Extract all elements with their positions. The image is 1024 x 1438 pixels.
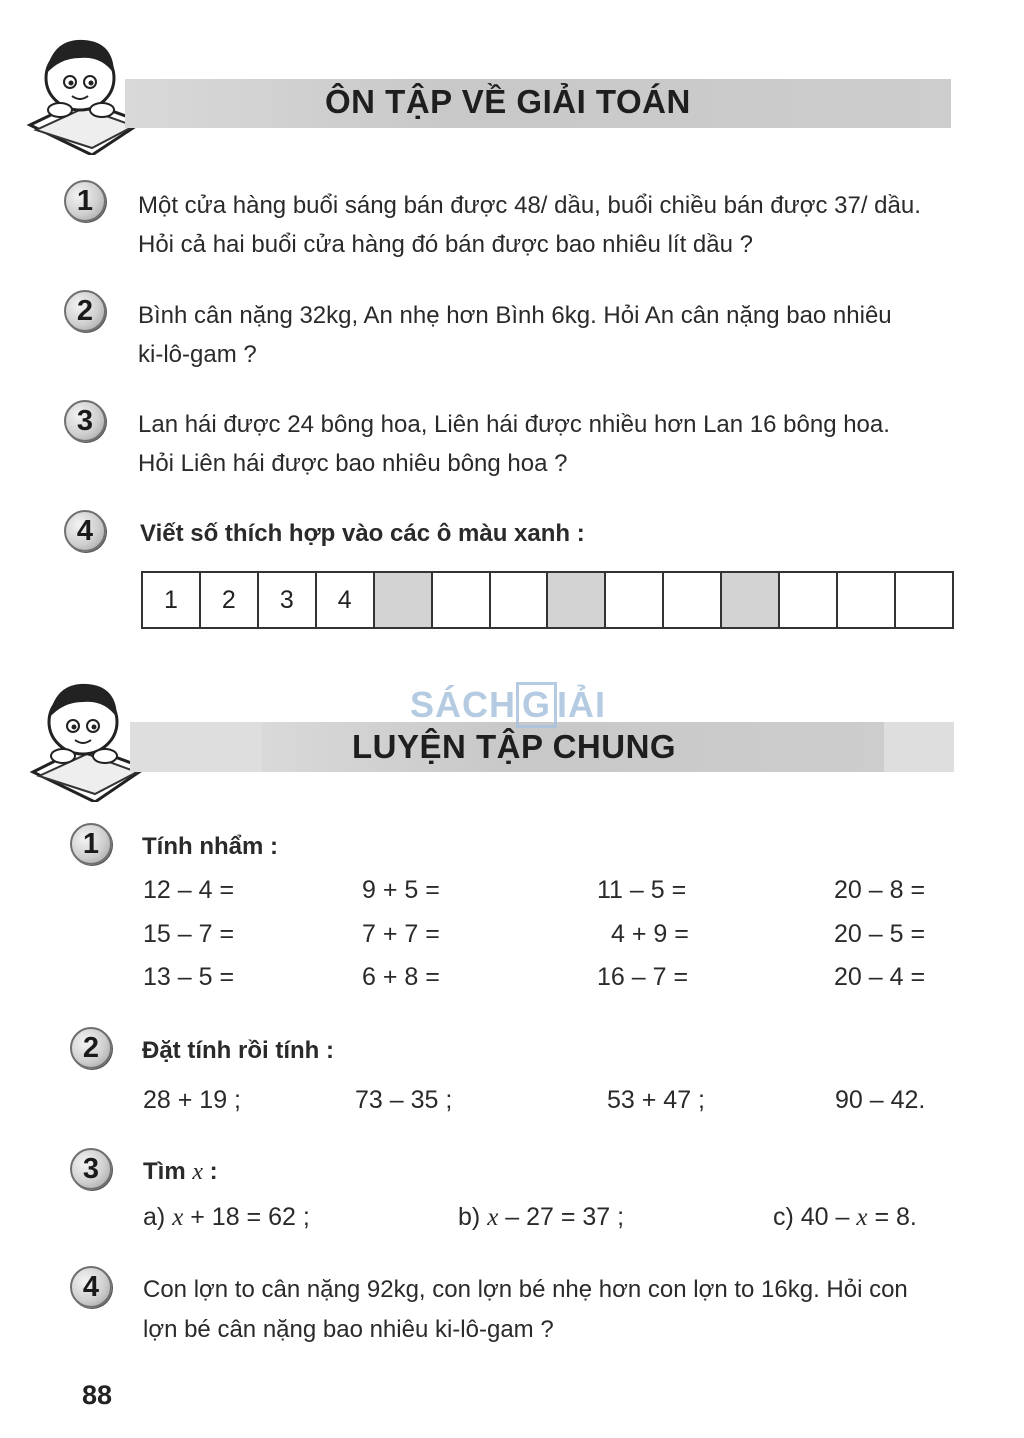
problem-3-line-2: Hỏi Liên hái được bao nhiêu bông hoa ? bbox=[138, 450, 568, 477]
exercise-1-instruction: Tính nhẩm : bbox=[142, 833, 278, 860]
find-x-item-c: c) 40 – x = 8. bbox=[773, 1203, 917, 1231]
problem-4-badge: 4 bbox=[64, 510, 106, 552]
calc-item: 15 – 7 = bbox=[143, 920, 235, 948]
number-cells bbox=[141, 571, 954, 629]
calc-item: 20 – 5 = bbox=[834, 920, 926, 948]
page-number: 88 bbox=[82, 1380, 113, 1410]
problem-3-badge: 3 bbox=[64, 400, 106, 442]
problem-1-line-1: Một cửa hàng buổi sáng bán được 48/ dầu, buổi chiều bán được 37/ dầu. bbox=[138, 192, 921, 219]
number-cell bbox=[433, 573, 491, 627]
exercise-2-badge: 2 bbox=[70, 1027, 112, 1069]
find-x-item-b: b) x – 27 = 37 ; bbox=[458, 1203, 625, 1231]
number-cell bbox=[664, 573, 722, 627]
section1-title: ÔN TẬP VỀ GIẢI TOÁN bbox=[325, 83, 691, 120]
column-calc-item: 73 – 35 ; bbox=[355, 1086, 453, 1114]
calc-item: 12 – 4 = bbox=[143, 876, 235, 904]
blue-cell[interactable] bbox=[375, 573, 433, 627]
number-cell bbox=[838, 573, 896, 627]
calc-item: 20 – 8 = bbox=[834, 876, 926, 904]
problem-4-instruction: Viết số thích hợp vào các ô màu xanh : bbox=[140, 520, 585, 547]
column-calc-item: 90 – 42. bbox=[835, 1086, 926, 1114]
number-cell: 4 bbox=[317, 573, 375, 627]
calc-item: 16 – 7 = bbox=[597, 963, 689, 991]
exercise-3-badge: 3 bbox=[70, 1148, 112, 1190]
blue-cell[interactable] bbox=[722, 573, 780, 627]
problem-3-line-1: Lan hái được 24 bông hoa, Liên hái được nhiều hơn Lan 16 bông hoa. bbox=[138, 411, 890, 438]
column-calc-item: 28 + 19 ; bbox=[143, 1086, 241, 1114]
exercise-3-instruction: Tìm x : bbox=[143, 1158, 218, 1185]
exercise-4-line-2: lợn bé cân nặng bao nhiêu ki-lô-gam ? bbox=[143, 1316, 554, 1343]
number-cell bbox=[606, 573, 664, 627]
find-x-item-a: a) x + 18 = 62 ; bbox=[143, 1203, 310, 1231]
calc-item: 6 + 8 = bbox=[362, 963, 440, 991]
calc-item: 11 – 5 = bbox=[597, 876, 687, 904]
column-calc-item: 53 + 47 ; bbox=[607, 1086, 705, 1114]
calc-item: 13 – 5 = bbox=[143, 963, 235, 991]
number-cell bbox=[780, 573, 838, 627]
number-cell bbox=[896, 573, 952, 627]
calc-item: 20 – 4 = bbox=[834, 963, 926, 991]
number-cell: 1 bbox=[143, 573, 201, 627]
number-cell: 3 bbox=[259, 573, 317, 627]
section2-title: LUYỆN TẬP CHUNG bbox=[352, 728, 677, 765]
calc-item: 7 + 7 = bbox=[362, 920, 440, 948]
calc-item: 4 + 9 = bbox=[611, 920, 689, 948]
exercise-4-line-1: Con lợn to cân nặng 92kg, con lợn bé nhẹ hơn con lợn to 16kg. Hỏi con bbox=[143, 1276, 908, 1303]
number-cell: 2 bbox=[201, 573, 259, 627]
exercise-4-badge: 4 bbox=[70, 1266, 112, 1308]
problem-2-badge: 2 bbox=[64, 290, 106, 332]
exercise-2-instruction: Đặt tính rồi tính : bbox=[142, 1037, 334, 1064]
problem-1-badge: 1 bbox=[64, 180, 106, 222]
problem-2-line-2: ki-lô-gam ? bbox=[138, 341, 257, 368]
problem-1-line-2: Hỏi cả hai buổi cửa hàng đó bán được bao nhiêu lít dầu ? bbox=[138, 231, 753, 258]
blue-cell[interactable] bbox=[548, 573, 606, 627]
exercise-1-badge: 1 bbox=[70, 823, 112, 865]
problem-2-line-1: Bình cân nặng 32kg, An nhẹ hơn Bình 6kg. Hỏi An cân nặng bao nhiêu bbox=[138, 302, 892, 329]
number-cell bbox=[491, 573, 549, 627]
calc-item: 9 + 5 = bbox=[362, 876, 440, 904]
watermark-logo: SÁCH G IẢI bbox=[410, 682, 606, 728]
